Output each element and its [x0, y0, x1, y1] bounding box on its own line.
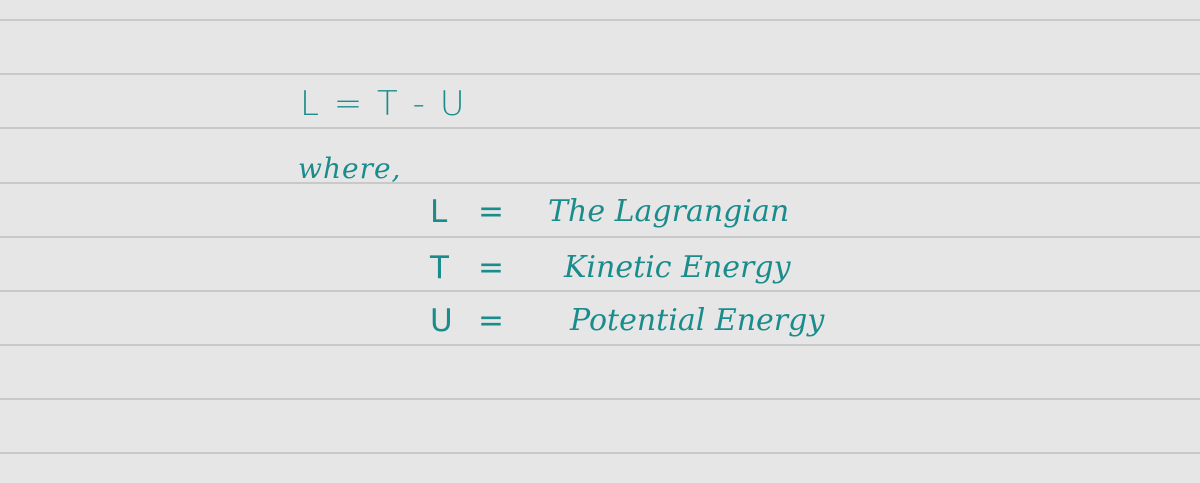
- definition-equals: =: [478, 194, 504, 230]
- definition-equals: =: [478, 250, 504, 286]
- definition-meaning: Kinetic Energy: [564, 250, 791, 285]
- rule-line: [0, 452, 1200, 454]
- rule-line: [0, 127, 1200, 129]
- where-label: where,: [298, 152, 402, 185]
- rule-line: [0, 19, 1200, 21]
- rule-line: [0, 236, 1200, 238]
- definition-meaning: The Lagrangian: [548, 194, 790, 229]
- definition-symbol: U: [430, 303, 453, 339]
- rule-line: [0, 182, 1200, 184]
- lagrangian-equation: L = T - U: [300, 84, 467, 124]
- definition-symbol: T: [430, 250, 449, 286]
- rule-line: [0, 344, 1200, 346]
- rule-line: [0, 290, 1200, 292]
- definition-symbol: L: [430, 194, 448, 230]
- rule-line: [0, 398, 1200, 400]
- rule-line: [0, 73, 1200, 75]
- definition-equals: =: [478, 303, 504, 339]
- definition-meaning: Potential Energy: [570, 303, 825, 338]
